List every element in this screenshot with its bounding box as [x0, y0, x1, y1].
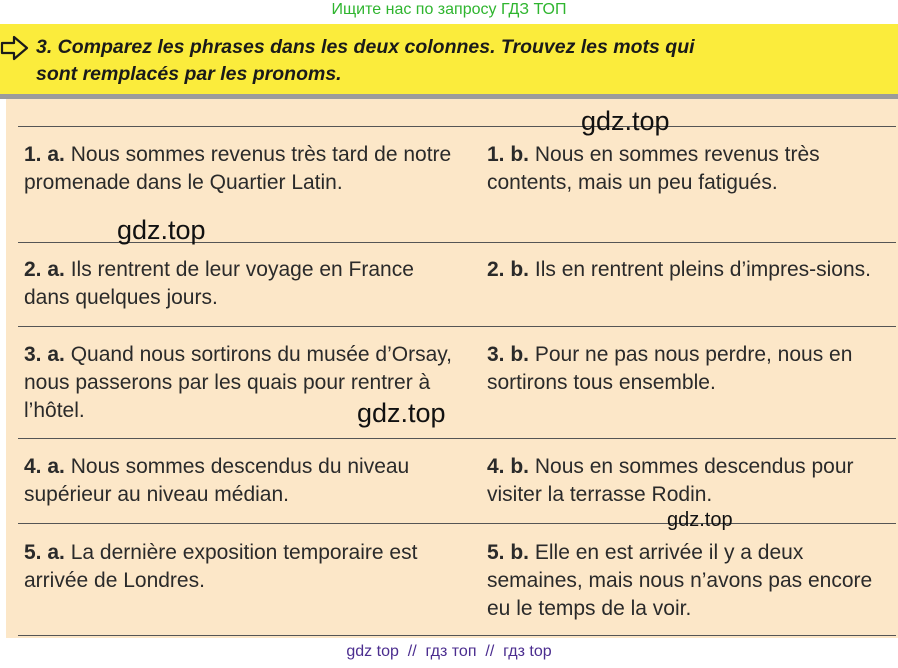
sentence-number: 5. a.: [24, 541, 65, 564]
sentence-text: Nous sommes descendus du niveau supérieur au niveau médian.: [24, 455, 410, 506]
sentence-number: 4. b.: [487, 455, 530, 478]
sentence-text: Nous en sommes revenus très contents, mais un peu fatigués.: [487, 143, 820, 194]
task-line-1: 3. Comparez les phrases dans les deux colonnes. Trouvez les mots qui: [36, 36, 695, 58]
row-divider: [18, 523, 896, 524]
sentence-5a: [24, 539, 464, 595]
sentence-number: 3. a.: [24, 343, 65, 366]
watermark: gdz.top: [357, 398, 446, 428]
watermark: gdz.top: [117, 215, 206, 245]
search-hint-link[interactable]: Ищите нас по запросу ГДЗ ТОП: [331, 1, 567, 18]
watermark: gdz.top: [667, 509, 733, 531]
watermark: gdz.top: [581, 106, 670, 136]
sentence-4a: [24, 453, 464, 509]
arrow-right-icon: [0, 34, 30, 62]
sentence-text: Ils en rentrent pleins d’impres-sions.: [534, 258, 872, 281]
sentence-text: Pour ne pas nous perdre, nous en sortirons tous ensemble.: [487, 343, 853, 394]
task-line-2: sont remplacés par les pronoms.: [36, 63, 342, 85]
sentence-number: 3. b.: [487, 343, 530, 366]
sentence-2a: [24, 256, 464, 312]
sentence-text: Ils rentrent de leur voyage en France dans quelques jours.: [24, 258, 414, 309]
sentence-number: 5. b.: [487, 541, 530, 564]
sentence-number: 2. b.: [487, 258, 530, 281]
row-divider: [18, 438, 896, 439]
sentence-4b: [487, 453, 897, 509]
sentence-number: 1. b.: [487, 143, 530, 166]
row-divider: [18, 635, 896, 636]
task-banner: [0, 24, 898, 99]
sentence-text: Nous sommes revenus très tard de notre promenade dans le Quartier Latin.: [24, 143, 452, 194]
sentence-1b: [487, 141, 897, 197]
sentence-3b: [487, 341, 897, 397]
sentence-text: Quand nous sortirons du musée d’Orsay, nous passerons par les quais pour rentrer à l’hôtel.: [24, 343, 453, 422]
sentence-number: 4. a.: [24, 455, 65, 478]
sentence-5b: [487, 539, 897, 623]
sentence-number: 1. a.: [24, 143, 65, 166]
comparison-table: [6, 99, 898, 638]
sentence-number: 2. a.: [24, 258, 65, 281]
sentence-1a: [24, 141, 464, 197]
row-divider: [18, 326, 896, 327]
row-divider: [18, 126, 896, 127]
sentence-2b: [487, 256, 897, 284]
sentence-text: Nous en sommes descendus pour visiter la terrasse Rodin.: [487, 455, 854, 506]
sentence-text: Elle en est arrivée il y a deux semaines, mais nous n’avons pas encore eu le temps de la voir.: [487, 541, 873, 620]
task-instruction: [36, 34, 876, 88]
footer-links[interactable]: gdz top // гдз топ // гдз top: [346, 643, 552, 660]
sentence-text: La dernière exposition temporaire est arrivée de Londres.: [24, 541, 418, 592]
